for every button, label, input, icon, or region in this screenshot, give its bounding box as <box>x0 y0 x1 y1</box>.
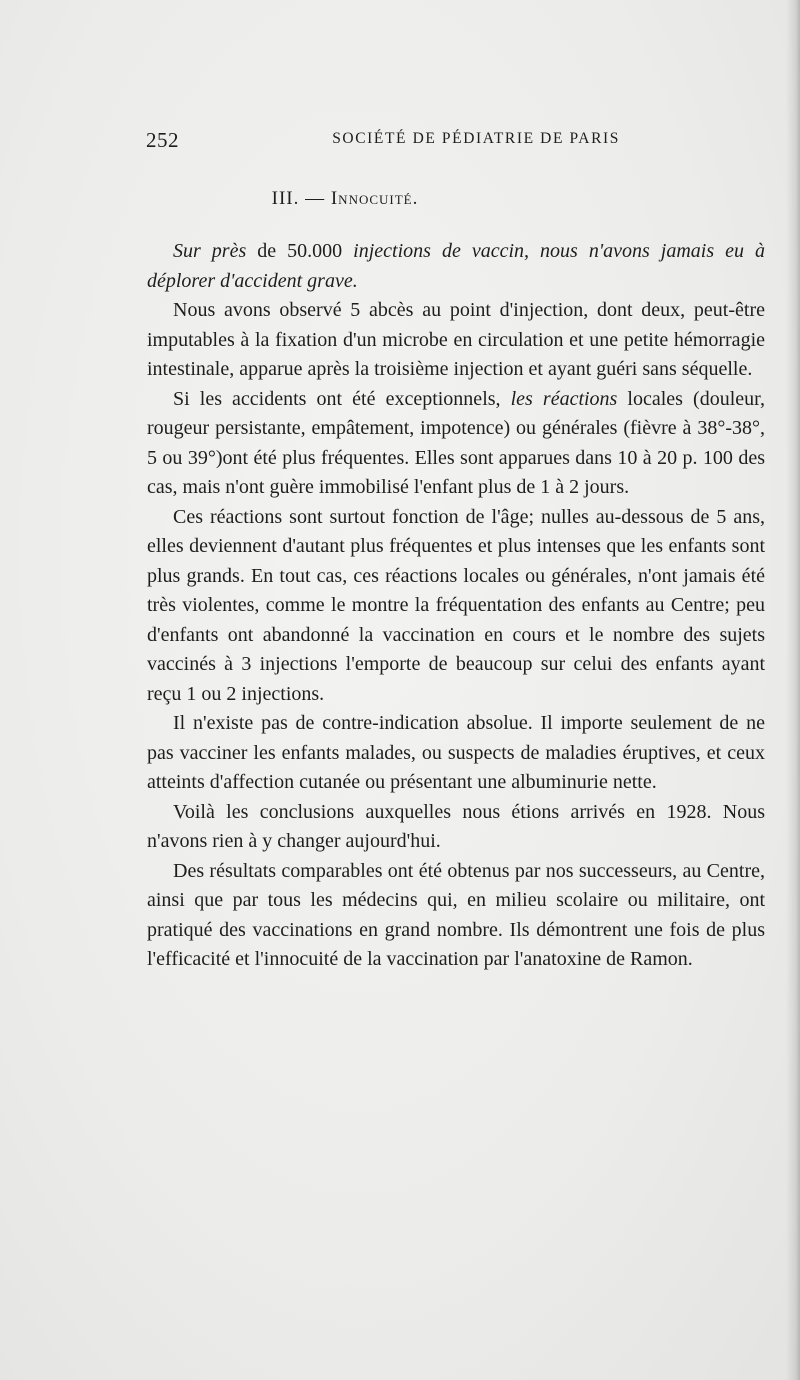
paragraph-1-italic-tail: injections de vaccin, nous n'avons jamais eu à déplorer d'accident grave. <box>147 240 766 292</box>
paragraph-4: Ces réactions sont surtout fonction de l'âge; nulles au-dessous de 5 ans, elles deviennent d'autant plus fréquentes et plus intenses que les enfants sont plus grands. En tout cas, ces réactions locales ou générales, n'ont jamais été très violentes, comme le montre la fréquentation des enfants au Centre; peu d'enfants ont abandonné la vaccination en cours et le nombre des sujets vaccinés à 3 injections l'emporte de beaucoup sur celui des enfants ayant reçu 1 ou 2 injections. <box>147 505 765 705</box>
section-title: III. — Innocuité. <box>271 188 419 209</box>
paragraph-1-plain: de 50.000 <box>246 240 354 262</box>
running-head <box>146 128 620 154</box>
page-edge-shadow <box>786 0 800 1380</box>
journal-title: SOCIÉTÉ DE PÉDIATRIE DE PARIS <box>332 130 620 147</box>
paragraph-2: Nous avons observé 5 abcès au point d'injection, dont deux, peut-être imputables à la fixation d'un microbe en circulation et une petite hémorragie intestinale, apparue après la troisième injection et ayant guéri sans séquelle. <box>147 299 765 380</box>
paragraph-3-before: Si les accidents ont été exceptionnels, <box>173 387 511 410</box>
paragraph-3-italic: les réactions <box>510 387 618 410</box>
paragraph-3-after: locales (douleur, rougeur persistante, empâtement, impotence) ou générales (fièvre à 38°-38°, 5 ou 39°)ont été plus fréquentes. Elles sont apparues dans 10 à 20 p. 100 des cas, mais n'ont guère immobilisé l'enfant plus de 1 à 2 jours. <box>147 387 765 498</box>
paragraph-7: Des résultats comparables ont été obtenus par nos successeurs, au Centre, ainsi que par tous les médecins qui, en milieu scolaire ou militaire, ont pratiqué des vaccinations en grand nombre. Ils démontrent une fois de plus l'efficacité et l'innocuité de la vaccination par l'anatoxine de Ramon. <box>147 859 765 970</box>
page-number: 252 <box>146 128 179 152</box>
paragraph-1 <box>147 237 765 296</box>
body-text <box>147 237 765 975</box>
paragraph-5: Il n'existe pas de contre-indication absolue. Il importe seulement de ne pas vacciner les enfants malades, ou suspects de maladies éruptives, et ceux atteints d'affection cutanée ou présentant une albuminurie nette. <box>147 712 765 793</box>
paragraph-6: Voilà les conclusions auxquelles nous étions arrivés en 1928. Nous n'avons rien à y changer aujourd'hui. <box>147 800 765 852</box>
paragraph-1-italic-lead: Sur près <box>173 240 247 262</box>
paragraph-3 <box>147 385 765 503</box>
